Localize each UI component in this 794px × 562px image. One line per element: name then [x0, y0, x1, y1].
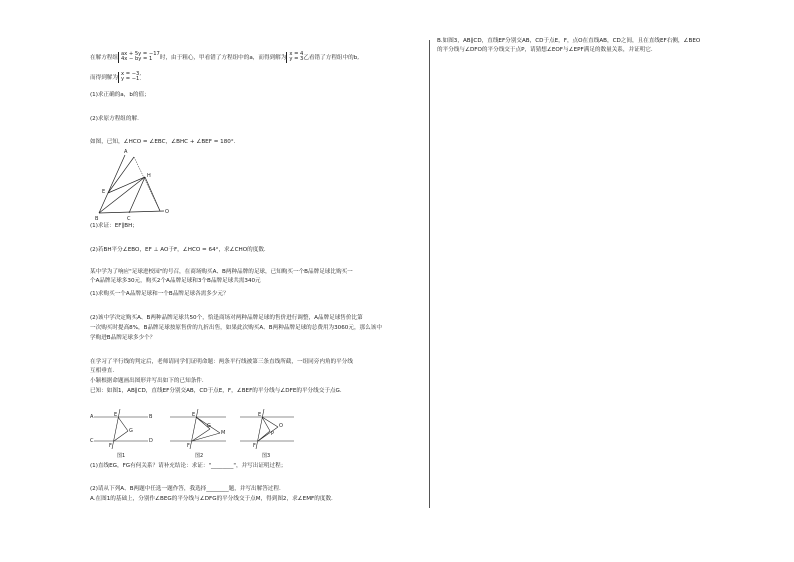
parallel-line2: 互相垂直. [90, 368, 115, 374]
line-eg [118, 417, 128, 431]
label-b: B [95, 216, 99, 222]
option-b-line2: 的平分线与∠DFO的平分线交于点P，请猜想∠EOF与∠EPF满足的数量关系，并证明它. [437, 47, 653, 53]
label-c: C [127, 216, 131, 222]
figure-3 [240, 405, 296, 457]
question-1: (1)求正确的a，b的值； [90, 92, 150, 98]
column-divider [429, 40, 430, 508]
line-fg [192, 429, 210, 441]
soccer-line1: 某中学为了响应"足球进校园"的号召，在商场购买A、B两种品牌的足球，已知购买一个B品牌足球比购买一 [90, 269, 353, 275]
label-g: G [207, 423, 211, 429]
eq-bottom: 4x − by = 1 [120, 56, 153, 63]
label-e: E [102, 189, 106, 195]
line-ab [99, 155, 125, 213]
figure-1 [90, 405, 153, 459]
solution-system-2 [118, 72, 141, 83]
label-p: P [271, 431, 275, 437]
text: 在解方程组 [90, 54, 118, 61]
text: 而得到解为 [90, 74, 118, 81]
line-eo [262, 417, 278, 427]
line-fg [114, 431, 128, 441]
label-b: B [149, 414, 153, 420]
option-b-line1: B.如图3，AB∥CD，直线EF分别交AB，CD于点E，F，点O在直线AB，CD之间，且在直线EF右侧，∠BEO [437, 38, 701, 44]
line-ao [134, 157, 160, 211]
line-ep [262, 417, 270, 431]
parallel-question-2: (2)请从下列A、B两题中任选一题作答，我选择________题，并写出解答过程. [90, 486, 281, 492]
label-g: G [129, 428, 133, 434]
figure-2 [170, 405, 228, 457]
line-fp [258, 431, 270, 441]
parallel-line3: 小颖根据命题画出图形并写出如下的已知条件. [90, 378, 204, 384]
label-h: H [147, 173, 151, 179]
line-ch [129, 177, 145, 213]
text: 乙看错了方程组中的b, [303, 54, 360, 61]
sol-bottom: y = −1. [120, 76, 141, 83]
sol-bottom: y = 3 [289, 56, 304, 63]
line-bo [99, 211, 164, 213]
caption-fig1: 图1 [117, 453, 126, 459]
label-a: A [90, 414, 94, 420]
soccer-q2-line1: (2)该中学决定购买A、B两种品牌足球共50个，恰逢商场对两种品牌足球的售价进行调整，A品牌足球售价比第 [90, 315, 363, 321]
sol-top: x = 4 [289, 51, 304, 57]
problem1-line1 [90, 52, 359, 63]
soccer-question-1: (1)求购买一个A品牌足球和一个B品牌足球各需多少元？ [90, 291, 229, 297]
label-m: M [221, 430, 226, 436]
sol-top: x = −3, [120, 71, 141, 77]
parallel-line4: 已知：如图1，AB∥CD，直线EF分别交AB，CD于点E，F，∠BEF的平分线与∠DFE的平分线交于点G. [90, 388, 342, 394]
label-f: F [109, 443, 112, 449]
label-f: F [187, 443, 190, 449]
label-c: C [90, 438, 94, 444]
geometry-question-1: (1)求证：EF∥BH； [90, 223, 138, 229]
soccer-line2: 个A品牌足球多30元，购买2个A品牌足球和3个B品牌足球共需340元 [90, 278, 261, 284]
label-f: F [253, 443, 256, 449]
line-fm [192, 433, 220, 441]
label-e: E [114, 412, 118, 418]
eq-top: ax + 5y = −17 [120, 51, 160, 57]
parallel-question-1: (1)直线EG，FG有何关系？请补充结论：求证："________"，并写出证明过程； [90, 463, 287, 469]
soccer-q2-line2: 一次购买时提高8%，B品牌足球按原售价的九折出售，如果此次购买A、B两种品牌足球的总费用为3060元，那么该中 [90, 325, 382, 331]
text: 时，由于粗心，甲看错了方程组中的a，而得到解为 [159, 54, 287, 61]
geometry-question-2: (2)若BH平分∠EBO，EF ⊥ AO于F，∠HCO = 64°，求∠CHO的度数. [90, 247, 266, 253]
geometry-figure [94, 149, 174, 221]
label-e: E [258, 412, 262, 418]
label-e: E [192, 412, 196, 418]
parallel-line1: 在学习了平行线的判定后，老师请同学们证明命题：两条平行线被第三条直线所截，一组同旁内角的平分线 [90, 359, 353, 365]
geometry-intro: 如图，已知，∠HCO = ∠EBC，∠BHC + ∠BEF = 180°. [90, 139, 236, 145]
problem1-line2 [90, 72, 141, 83]
line-bh [99, 177, 145, 213]
label-d: D [149, 438, 153, 444]
line-fo [258, 427, 278, 441]
label-o: O [279, 423, 283, 429]
solution-system [286, 52, 303, 63]
parallel-question-2a: A.在图1的基础上，分别作∠BEG的平分线与∠DFG的平分线交于点M，得到图2，求∠EMF的度数. [90, 496, 333, 502]
caption-fig3: 图3 [262, 453, 271, 459]
soccer-q2-line3: 学购进B品牌足球多少个？ [90, 335, 156, 341]
line-ho [145, 177, 160, 211]
equation-system [118, 52, 160, 63]
label-o: O [165, 209, 169, 215]
question-2: (2)求原方程组的解. [90, 116, 139, 122]
label-a: A [124, 149, 128, 155]
caption-fig2: 图2 [195, 453, 204, 459]
